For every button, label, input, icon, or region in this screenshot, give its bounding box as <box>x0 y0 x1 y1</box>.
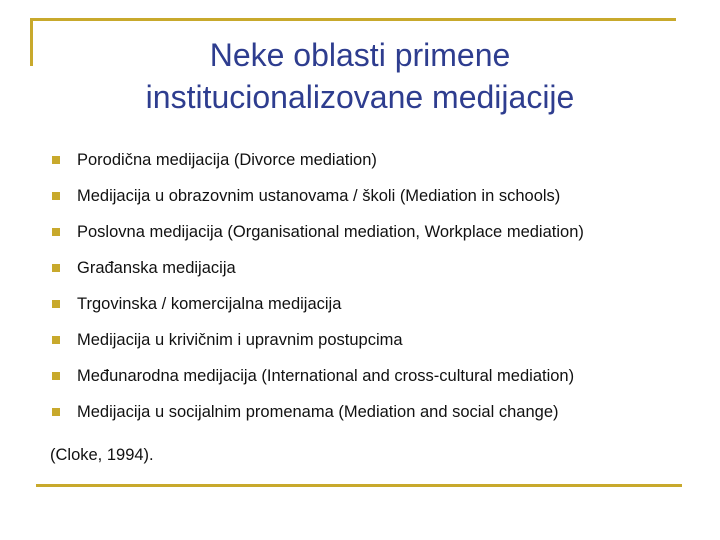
square-bullet-icon <box>52 336 60 344</box>
bullet-item <box>50 394 700 430</box>
slide-title-line-1: Neke oblasti primene <box>209 37 511 73</box>
bullet-item <box>50 214 700 250</box>
bullet-text: Trgovinska / komercijalna medijacija <box>77 295 342 313</box>
bullet-list <box>50 142 700 430</box>
bottom-frame-line <box>36 484 682 487</box>
citation-text: (Cloke, 1994). <box>50 446 154 464</box>
square-bullet-icon <box>52 264 60 272</box>
bullet-item <box>50 142 700 178</box>
square-bullet-icon <box>52 300 60 308</box>
bullet-text: Medijacija u obrazovnim ustanovama / školi (Mediation in schools) <box>77 187 561 205</box>
left-frame-line <box>30 18 33 66</box>
bullet-item <box>50 250 700 286</box>
square-bullet-icon <box>52 372 60 380</box>
bullet-text: Poslovna medijacija (Organisational mediation, Workplace mediation) <box>77 223 584 241</box>
bullet-text: Građanska medijacija <box>77 259 236 277</box>
top-frame-line <box>30 18 676 21</box>
bullet-item <box>50 322 700 358</box>
bullet-text: Porodična medijacija (Divorce mediation) <box>77 151 377 169</box>
slide-title <box>40 34 680 118</box>
square-bullet-icon <box>52 228 60 236</box>
square-bullet-icon <box>52 156 60 164</box>
bullet-text: Međunarodna medijacija (International and cross-cultural mediation) <box>77 367 575 385</box>
slide-title-line-2: institucionalizovane medijacije <box>145 79 575 115</box>
bullet-text: Medijacija u socijalnim promenama (Mediation and social change) <box>77 403 559 421</box>
bullet-item <box>50 286 700 322</box>
bullet-text: Medijacija u krivičnim i upravnim postupcima <box>77 331 403 349</box>
bullet-item <box>50 358 700 394</box>
square-bullet-icon <box>52 192 60 200</box>
square-bullet-icon <box>52 408 60 416</box>
bullet-item <box>50 178 700 214</box>
